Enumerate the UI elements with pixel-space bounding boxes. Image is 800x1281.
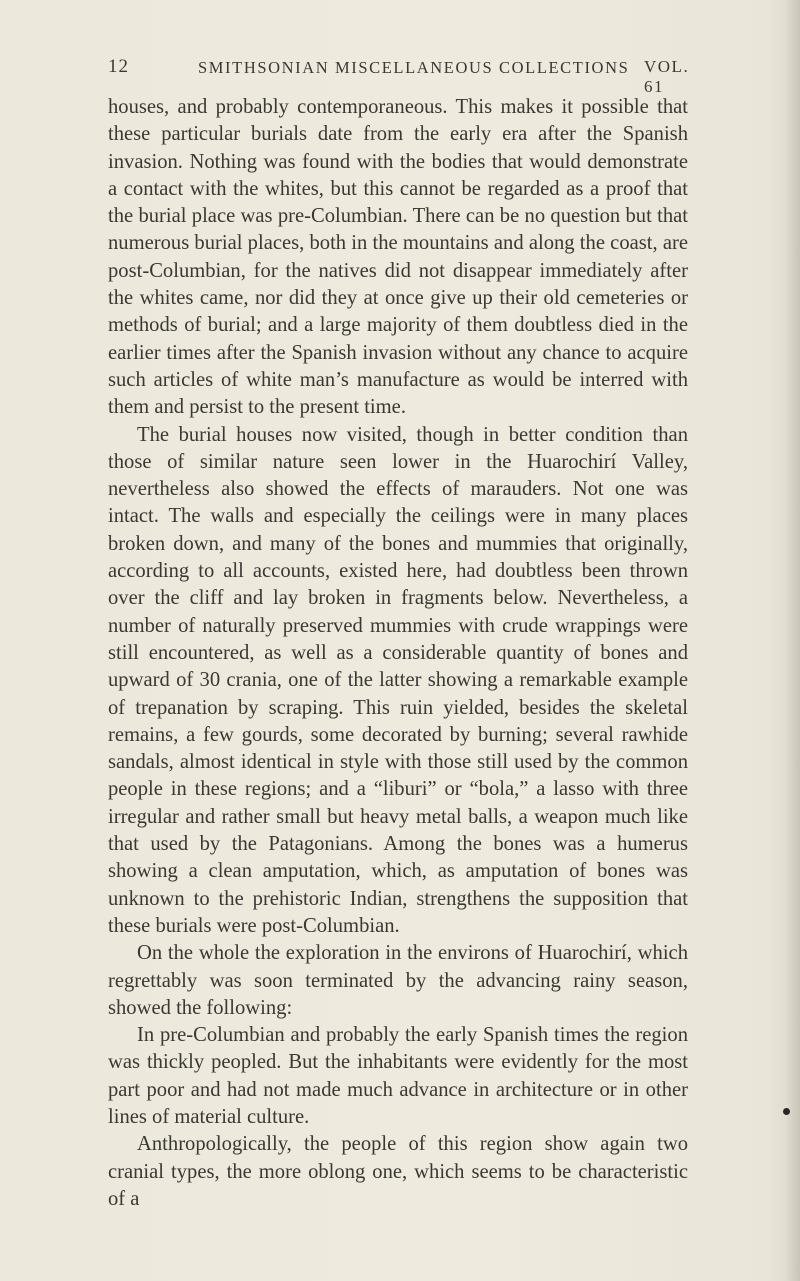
paragraph-1: houses, and probably contemporaneous. This makes it possible that these particular burials date from the early era after the Spanish invasion. Nothing was found with the bodies that would demonstrate a contact with the whites, but this cannot be regarded as a proof that the burial place was pre-Columbian. There can be no question but that numerous burial places, both in the mountains and along the coast, are post-Columbian, for the natives did not disappear immediately after the whites came, nor did they at once give up their old cemeteries or methods of burial; and a large majority of them doubtless died in the earlier times after the Spanish invasion without any chance to acquire such articles of white man’s manufacture as would be interred with them and persist to the present time. <box>108 96 688 419</box>
paragraph-2: The burial houses now visited, though in better condition than those of similar nature seen lower in the Huarochirí Valley, nevertheless also showed the effects of marauders. Not one was intact. The walls and especially the ceilings were in many places broken down, and many of the bones and mummies that originally, according to all accounts, existed here, had doubtless been thrown over the cliff and lay broken in fragments below. Nevertheless, a number of naturally preserved mummies with crude wrappings were still encountered, as well as a considerable quantity of bones and upward of 30 crania, one of the latter showing a remarkable example of trepanation by scraping. This ruin yielded, besides the skeletal remains, a few gourds, some decorated by burning; several rawhide sandals, almost identical in style with those still used by the common people in these regions; and a “liburi” or “bola,” a lasso with three irregular and rather small but heavy metal balls, a weapon much like that used by the Patagonians. Among the bones was a humerus showing a clean amputation, which, as amputation of bones was unknown to the prehistoric Indian, strengthens the supposition that these burials were post-Columbian. <box>108 423 688 937</box>
page-header <box>108 56 690 96</box>
running-head: SMITHSONIAN MISCELLANEOUS COLLECTIONS <box>198 58 630 77</box>
margin-dot <box>783 1108 790 1115</box>
paragraph-4: In pre-Columbian and probably the early Spanish times the region was thickly peopled. But the inhabitants were evidently for the most part poor and had not made much advance in architecture or in other lines of material culture. <box>108 1024 688 1128</box>
page-edge-shadow <box>786 0 800 1281</box>
body-text <box>108 94 688 1213</box>
paragraph-5: Anthropologically, the people of this region show again two cranial types, the more oblong one, which seems to be characteristic of a <box>108 1133 688 1210</box>
paragraph-3: On the whole the exploration in the environs of Huarochirí, which regrettably was soon terminated by the advancing rainy season, showed the following: <box>108 942 688 1019</box>
page-number: 12 <box>108 56 129 77</box>
volume-label: VOL. 61 <box>644 57 690 96</box>
